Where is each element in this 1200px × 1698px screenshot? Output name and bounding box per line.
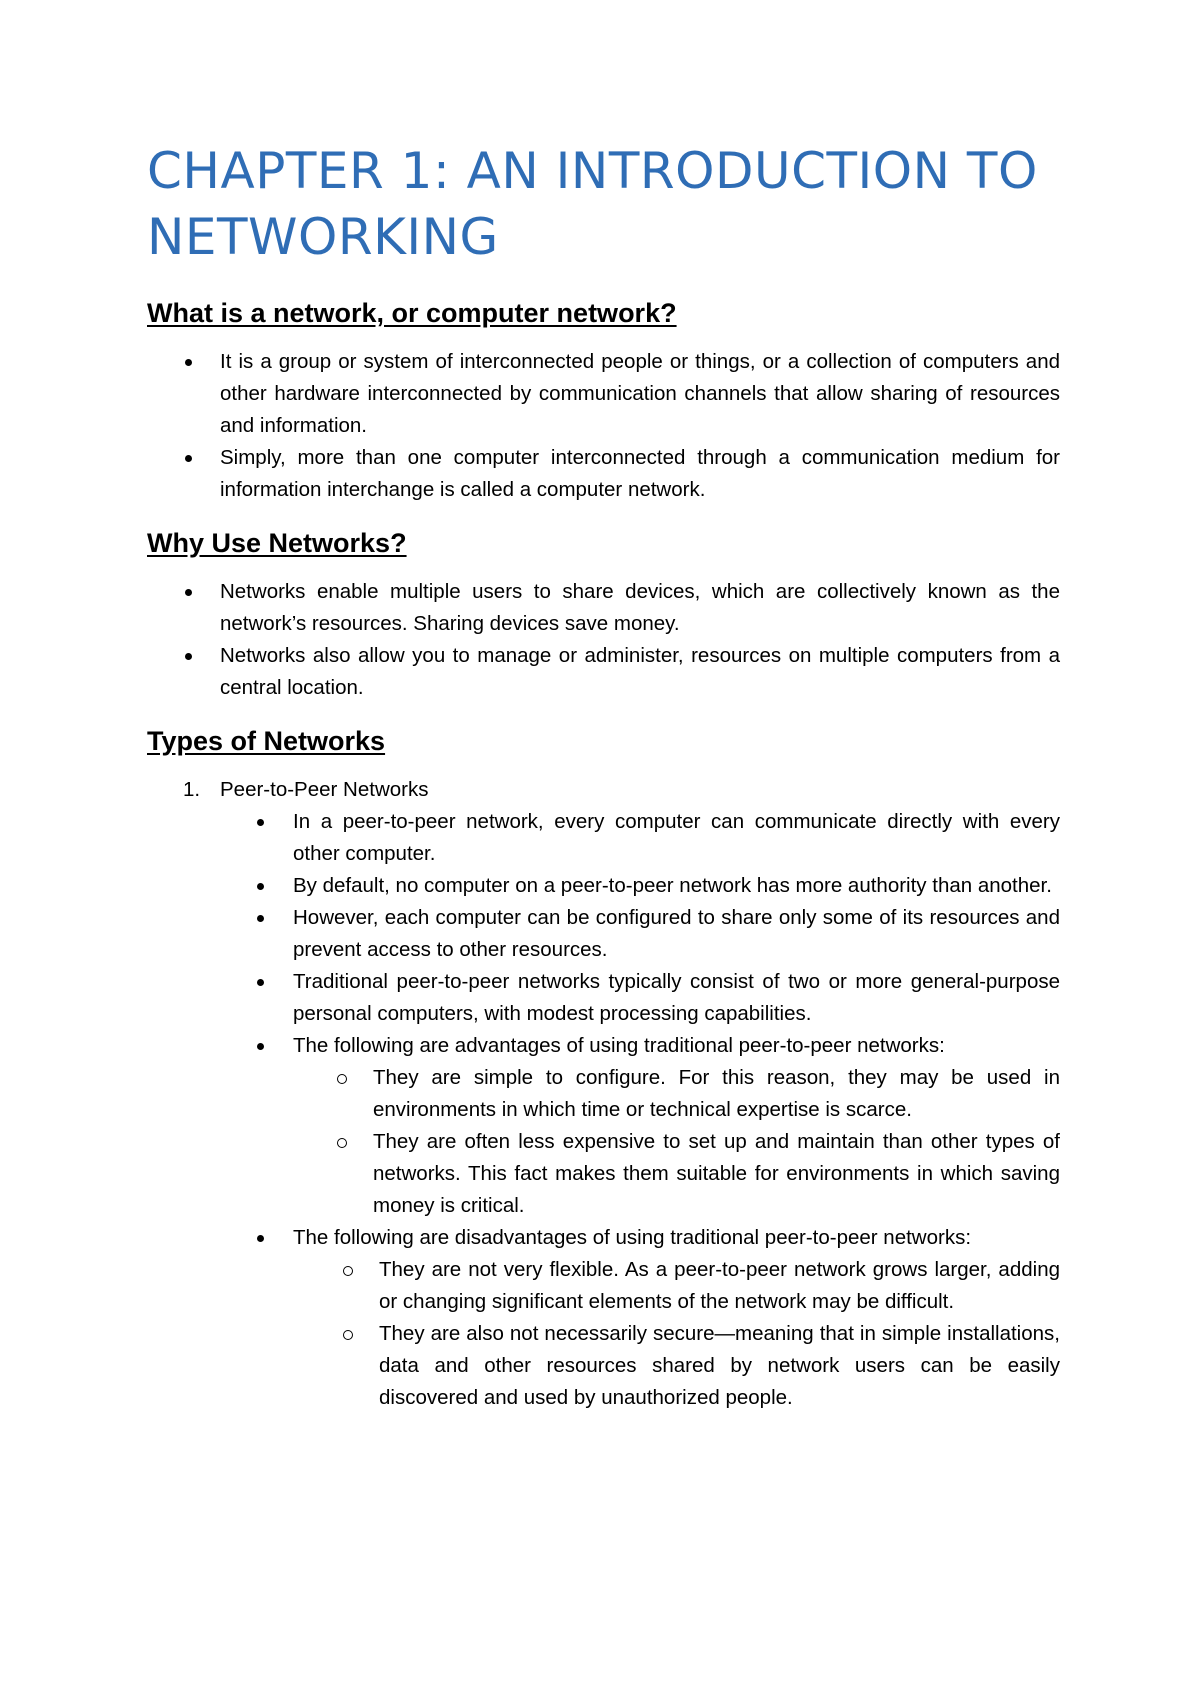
bullet-text: They are also not necessarily secure—meaning that in simple installations, data and other resources shared by network users can be easily discovered and used by unauthorized people. [379,1322,1060,1409]
list-item [147,1030,1060,1062]
bullet-text: They are not very flexible. As a peer-to-peer network grows larger, adding or changing significant elements of the network may be difficult. [379,1258,1060,1313]
list-item [147,966,1060,1030]
list-item [147,1126,1060,1222]
bullet-dot-icon [257,1043,264,1050]
bullet-dot-icon [185,653,192,660]
section-heading-types-of-networks: Types of Networks [147,726,386,756]
numbered-item [147,774,1060,806]
bullet-dot-icon [185,455,192,462]
bullet-text: Networks also allow you to manage or administer, resources on multiple computers from a central location. [220,644,1060,699]
bullet-dot-icon [257,915,264,922]
numbered-item-label: Peer-to-Peer Networks [220,778,429,801]
bullet-text: Networks enable multiple users to share devices, which are collectively known as the network’s resources. Sharing devices save money. [220,580,1060,635]
bullet-dot-icon [257,819,264,826]
bullet-text: They are often less expensive to set up and maintain than other types of networks. This fact makes them suitable for environments in which saving money is critical. [373,1130,1060,1217]
list-item [147,1318,1060,1414]
bullet-dot-icon [185,589,192,596]
circle-bullet-icon [343,1330,353,1340]
list-item [147,640,1060,704]
bullet-dot-icon [185,359,192,366]
bullet-text: The following are disadvantages of using traditional peer-to-peer networks: [293,1226,972,1249]
list-item [147,346,1060,442]
document-page [147,138,1060,1414]
bullet-text: It is a group or system of interconnected people or things, or a collection of computers and other hardware interconnected by communication channels that allow sharing of resources and information. [220,350,1060,437]
why-bullet-list [147,576,1060,704]
bullet-dot-icon [257,1235,264,1242]
list-item [147,576,1060,640]
list-item [147,870,1060,902]
list-item [147,1062,1060,1126]
list-item [147,902,1060,966]
list-item [147,1254,1060,1318]
peer-to-peer-bullet-list-continued [147,1222,1060,1254]
peer-to-peer-bullet-list [147,806,1060,1062]
bullet-text: They are simple to configure. For this reason, they may be used in environments in which time or technical expertise is scarce. [373,1066,1060,1121]
bullet-dot-icon [257,979,264,986]
section-heading-what-is-network: What is a network, or computer network? [147,298,677,328]
chapter-title: CHAPTER 1: AN INTRODUCTION TO NETWORKING [147,142,1038,266]
what-bullet-list [147,346,1060,506]
list-item [147,1222,1060,1254]
disadvantages-list [147,1254,1060,1414]
section-heading-why-use-networks: Why Use Networks? [147,528,407,558]
types-numbered-list [147,774,1060,806]
bullet-dot-icon [257,883,264,890]
bullet-text: However, each computer can be configured to share only some of its resources and prevent access to other resources. [293,906,1060,961]
list-item [147,442,1060,506]
advantages-list [147,1062,1060,1222]
bullet-text: Traditional peer-to-peer networks typically consist of two or more general-purpose personal computers, with modest processing capabilities. [293,970,1060,1025]
bullet-text: Simply, more than one computer interconnected through a communication medium for information interchange is called a computer network. [220,446,1060,501]
item-number: 1. [183,778,201,801]
bullet-text: The following are advantages of using traditional peer-to-peer networks: [293,1034,945,1057]
bullet-text: By default, no computer on a peer-to-peer network has more authority than another. [293,874,1052,897]
circle-bullet-icon [343,1266,353,1276]
list-item [147,806,1060,870]
circle-bullet-icon [337,1138,347,1148]
circle-bullet-icon [337,1074,347,1084]
bullet-text: In a peer-to-peer network, every computer can communicate directly with every other computer. [293,810,1060,865]
